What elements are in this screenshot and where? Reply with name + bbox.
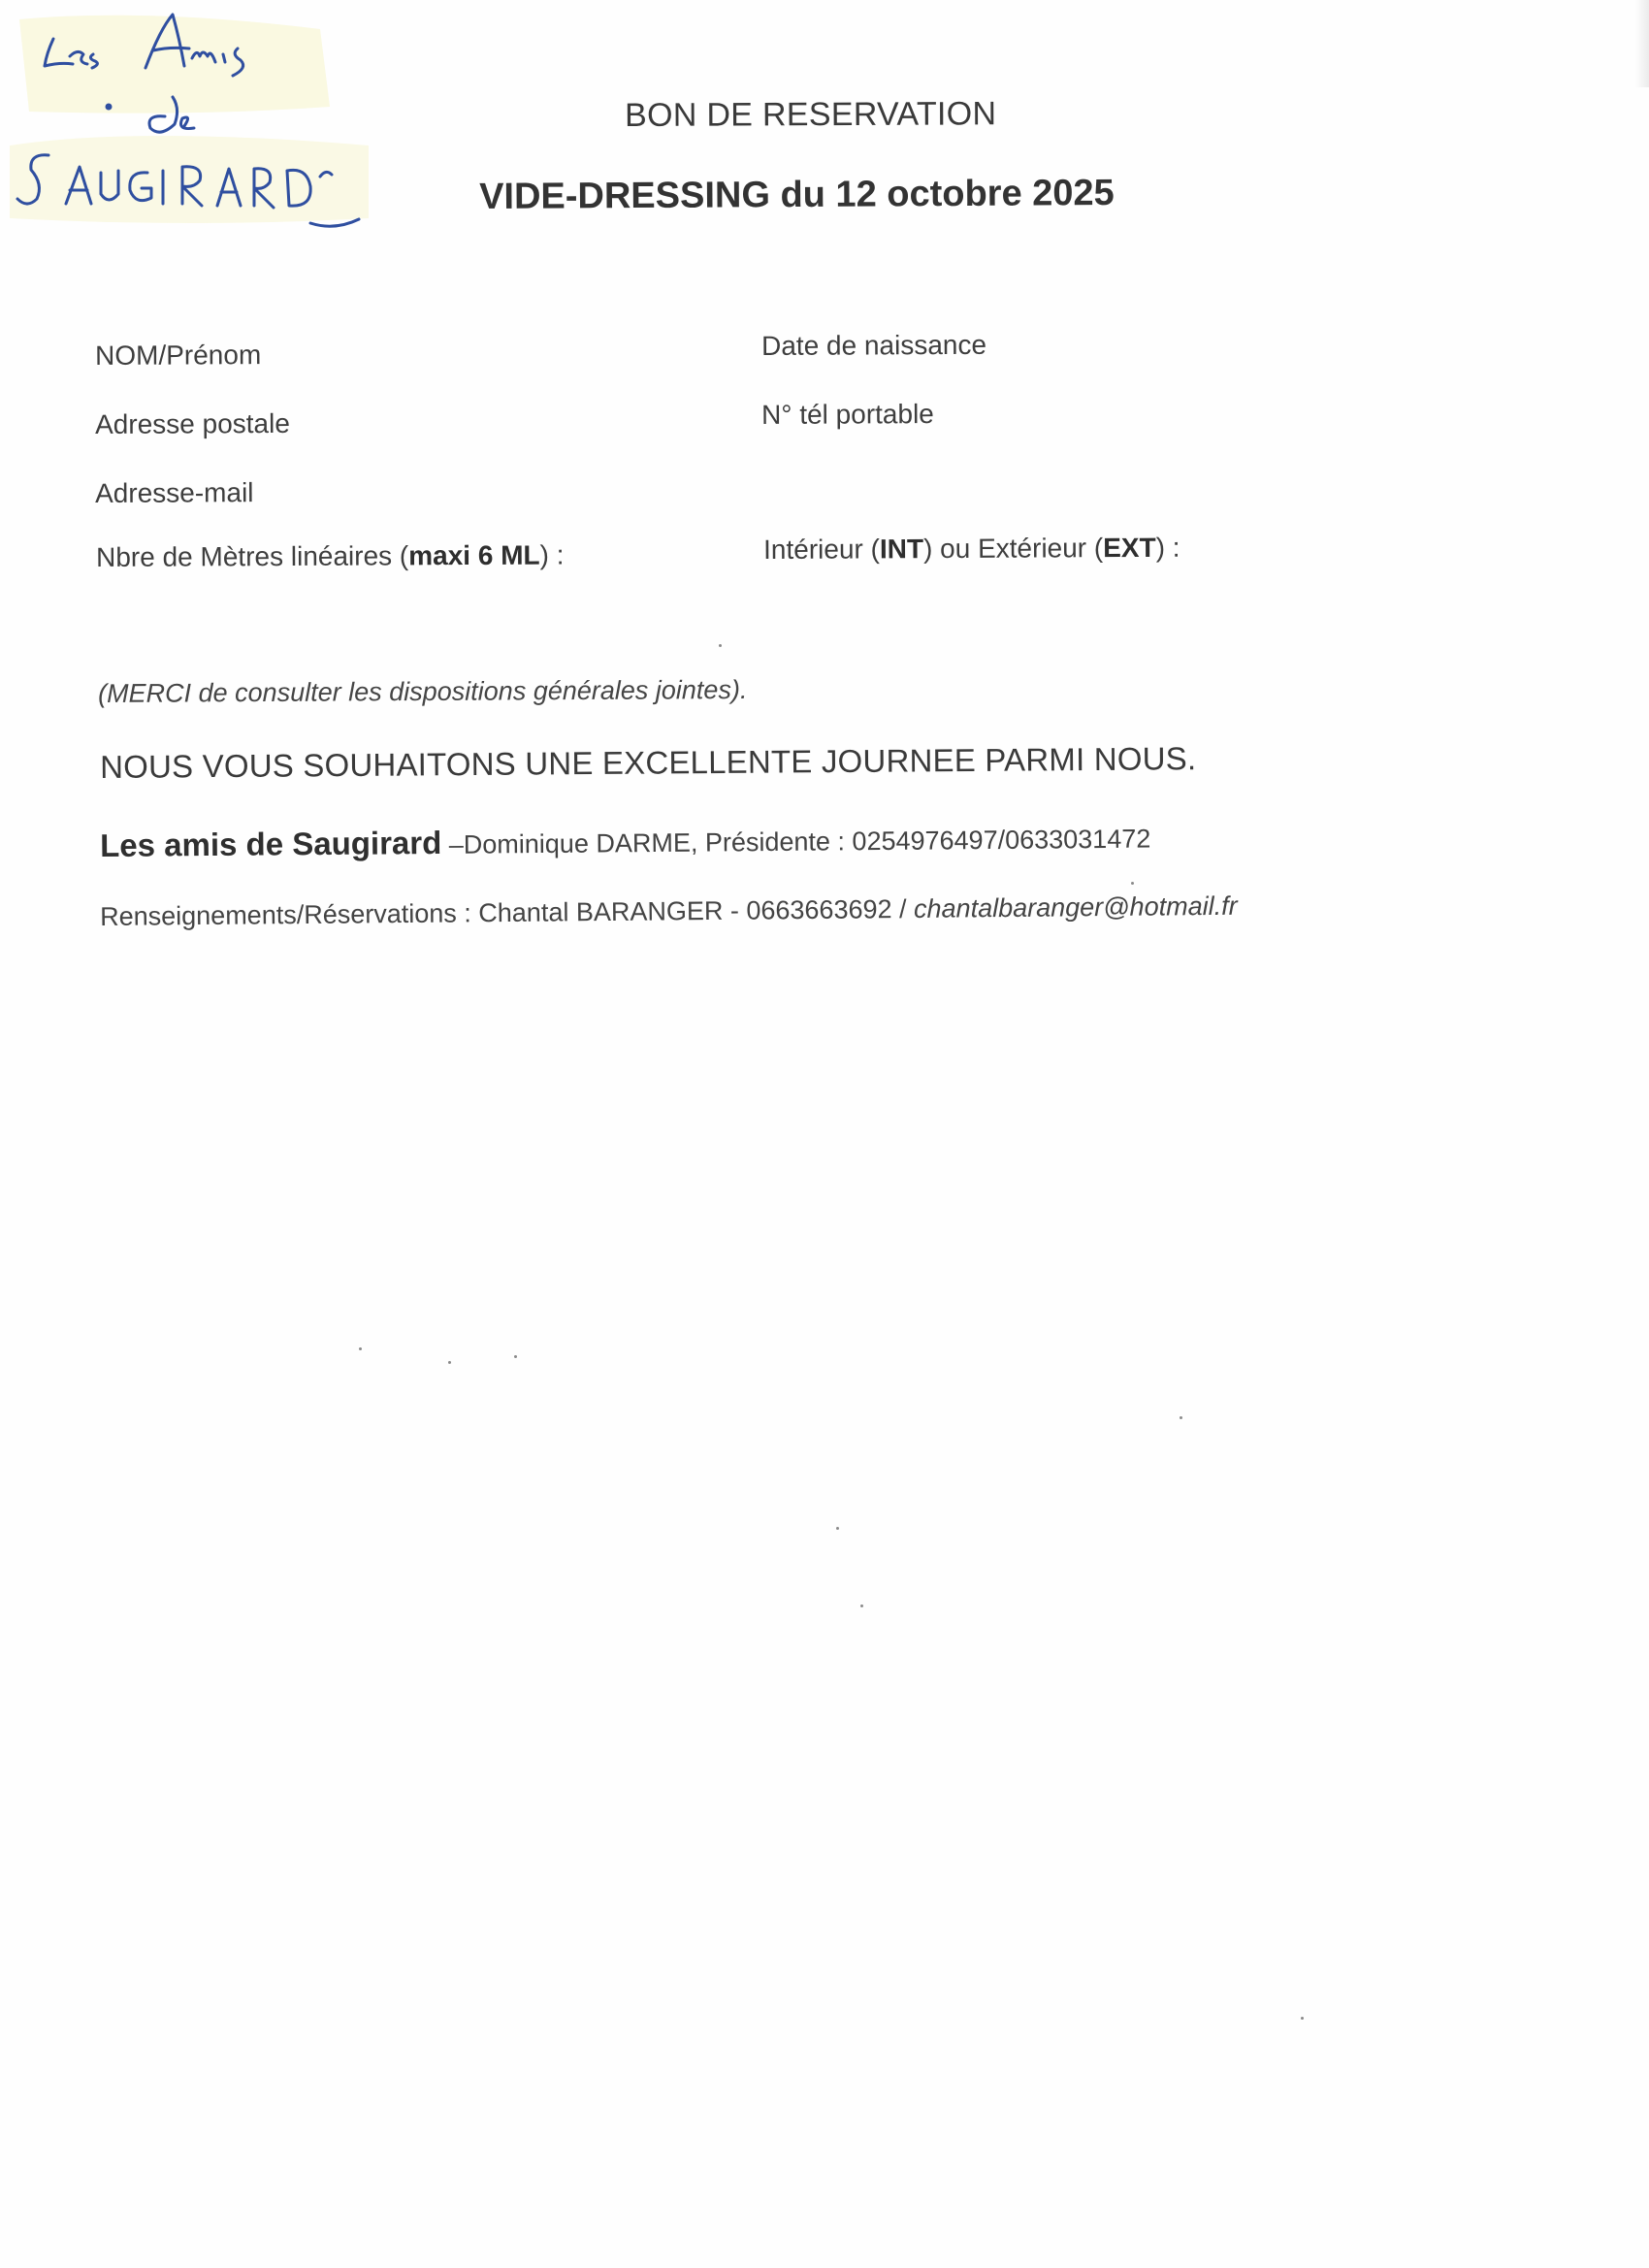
president-details: –Dominique DARME, Présidente : 0254976497/0633031472 — [441, 824, 1151, 859]
reservations-text: Renseignements/Réservations : Chantal BARANGER - 0663663692 / — [100, 893, 915, 931]
scan-speck — [448, 1361, 451, 1364]
field-adresse-postale: Adresse postale — [95, 407, 290, 439]
scan-speck — [1131, 882, 1134, 885]
field-tel-portable: N° tél portable — [761, 399, 934, 430]
scan-speck — [1301, 2017, 1304, 2020]
field-metres-lineaires — [96, 539, 565, 573]
document-title: BON DE RESERVATION — [625, 95, 997, 134]
organization-name: Les amis de Saugirard — [100, 824, 442, 863]
scan-speck — [836, 1527, 839, 1530]
greeting-message: NOUS VOUS SOUHAITONS UNE EXCELLENTE JOURNEE PARMI NOUS. — [100, 740, 1197, 785]
field-nom-prenom: NOM/Prénom — [95, 340, 262, 371]
handwritten-signature-icon — [0, 0, 388, 243]
int-ext-middle: ) ou Extérieur ( — [922, 533, 1104, 565]
general-conditions-note: (MERCI de consulter les dispositions générales jointes). — [98, 674, 748, 708]
scan-edge-shadow — [1635, 0, 1649, 87]
metres-prefix: Nbre de Mètres linéaires ( — [96, 540, 409, 572]
int-label: INT — [879, 534, 924, 565]
metres-max: maxi 6 ML — [408, 539, 540, 571]
event-subtitle: VIDE-DRESSING du 12 octobre 2025 — [479, 173, 1115, 217]
scan-speck — [860, 1604, 863, 1607]
president-contact — [100, 819, 1150, 864]
handwritten-logo — [0, 0, 388, 243]
reservations-info — [100, 891, 1238, 932]
contact-email-link[interactable]: chantalbaranger@hotmail.fr — [913, 891, 1238, 923]
field-adresse-mail: Adresse-mail — [95, 477, 254, 508]
int-ext-suffix: ) : — [1155, 532, 1180, 563]
field-date-naissance: Date de naissance — [761, 329, 987, 361]
scan-speck — [719, 644, 722, 647]
scan-speck — [514, 1355, 517, 1358]
scan-speck — [1180, 1416, 1182, 1419]
field-interieur-exterieur — [763, 533, 1180, 566]
metres-suffix: ) : — [539, 539, 565, 570]
ext-label: EXT — [1103, 532, 1156, 564]
int-ext-prefix: Intérieur ( — [763, 534, 880, 565]
scan-speck — [359, 1347, 362, 1350]
